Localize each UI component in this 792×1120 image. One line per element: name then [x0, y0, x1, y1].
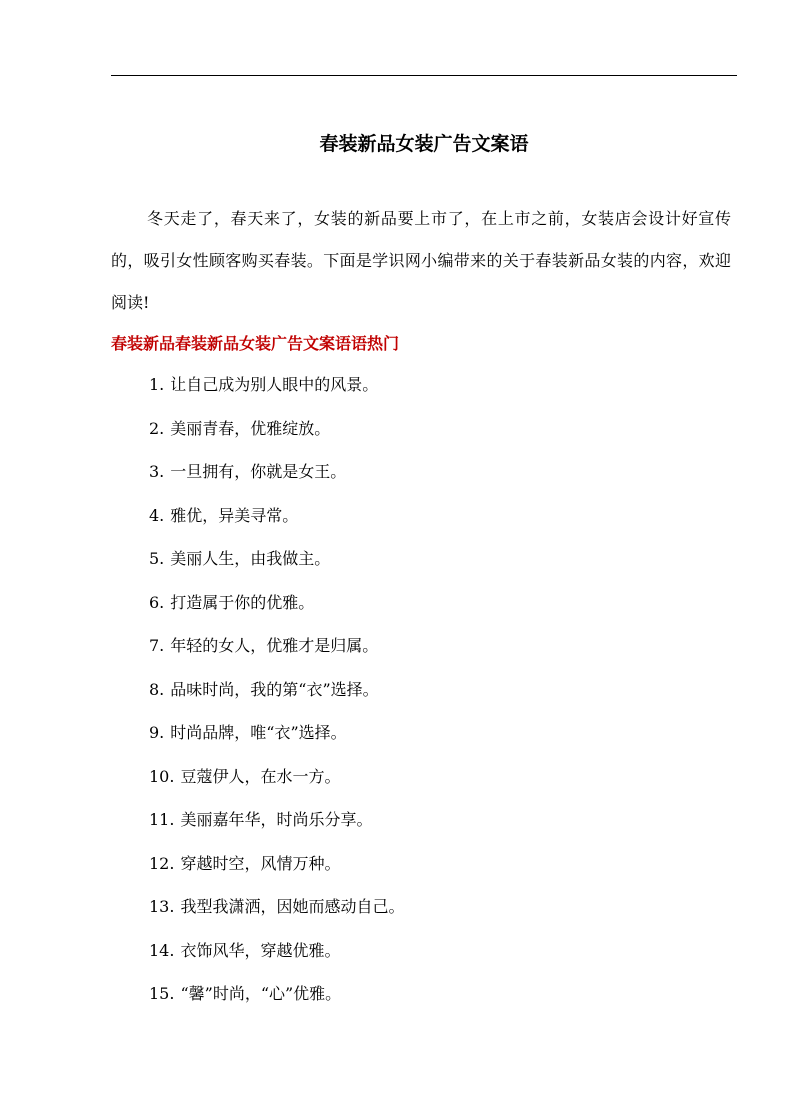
list-item-number: 8.	[149, 679, 165, 699]
list-item-text: 豆蔻伊人，在水一方。	[180, 766, 341, 786]
list-item-text: 年轻的女人，优雅才是归属。	[170, 636, 379, 655]
list-item-text: 美丽嘉年华，时尚乐分享。	[180, 810, 373, 829]
list-item	[149, 851, 729, 895]
list-item	[149, 503, 729, 547]
document-title: 春装新品女装广告文案语	[319, 133, 529, 155]
list-item	[149, 372, 729, 416]
list-item-number: 5.	[149, 549, 165, 568]
list-item-text: 我型我潇洒，因她而感动自己。	[180, 897, 405, 916]
list-item	[149, 981, 729, 1025]
list-item-number: 2.	[149, 418, 165, 438]
list-item-text: 打造属于你的优雅。	[170, 592, 315, 612]
list-item-text: 雅优，异美寻常。	[170, 505, 299, 525]
list-item-number: 6.	[149, 592, 165, 612]
list-item	[149, 807, 729, 851]
list-item-text: 让自己成为别人眼中的风景。	[170, 375, 379, 394]
list-item	[149, 677, 729, 721]
list-item	[149, 416, 729, 460]
list-item-text: 穿越时空，风情万种。	[180, 853, 341, 873]
list-item-number: 13.	[149, 897, 175, 916]
list-item-number: 3.	[149, 462, 165, 481]
list-item	[149, 459, 729, 503]
list-item-number: 9.	[149, 723, 165, 742]
list-item	[149, 720, 729, 764]
list-item-number: 1.	[149, 375, 165, 394]
list-item	[149, 633, 729, 677]
list-item-number: 14.	[149, 940, 175, 960]
slogan-list	[149, 372, 729, 1025]
list-item	[149, 590, 729, 634]
list-item	[149, 938, 729, 982]
list-item-text: 衣饰风华，穿越优雅。	[180, 940, 341, 960]
list-item-text: “馨”时尚，“心”优雅。	[180, 984, 342, 1003]
list-item-number: 15.	[149, 984, 175, 1003]
list-item	[149, 894, 729, 938]
list-item-text: 美丽青春，优雅绽放。	[170, 418, 331, 438]
list-item-number: 10.	[149, 766, 175, 786]
section-heading: 春装新品春装新品女装广告文案语语热门	[111, 334, 400, 353]
list-item-number: 11.	[149, 810, 175, 829]
list-item-text: 时尚品牌，唯“衣”选择。	[170, 723, 347, 742]
list-item-number: 4.	[149, 505, 165, 525]
list-item	[149, 546, 729, 590]
list-item-text: 美丽人生，由我做主。	[170, 549, 331, 568]
list-item-text: 品味时尚，我的第“衣”选择。	[170, 679, 379, 699]
list-item-text: 一旦拥有，你就是女王。	[170, 462, 347, 481]
list-item-number: 7.	[149, 636, 165, 655]
list-item	[149, 764, 729, 808]
list-item-number: 12.	[149, 853, 175, 873]
header-rule	[111, 75, 737, 76]
intro-paragraph: 冬天走了，春天来了，女装的新品要上市了，在上市之前，女装店会设计好宣传的，吸引女性顾客购买春装。下面是学识网小编带来的关于春装新品女装的内容，欢迎阅读!	[111, 209, 731, 312]
